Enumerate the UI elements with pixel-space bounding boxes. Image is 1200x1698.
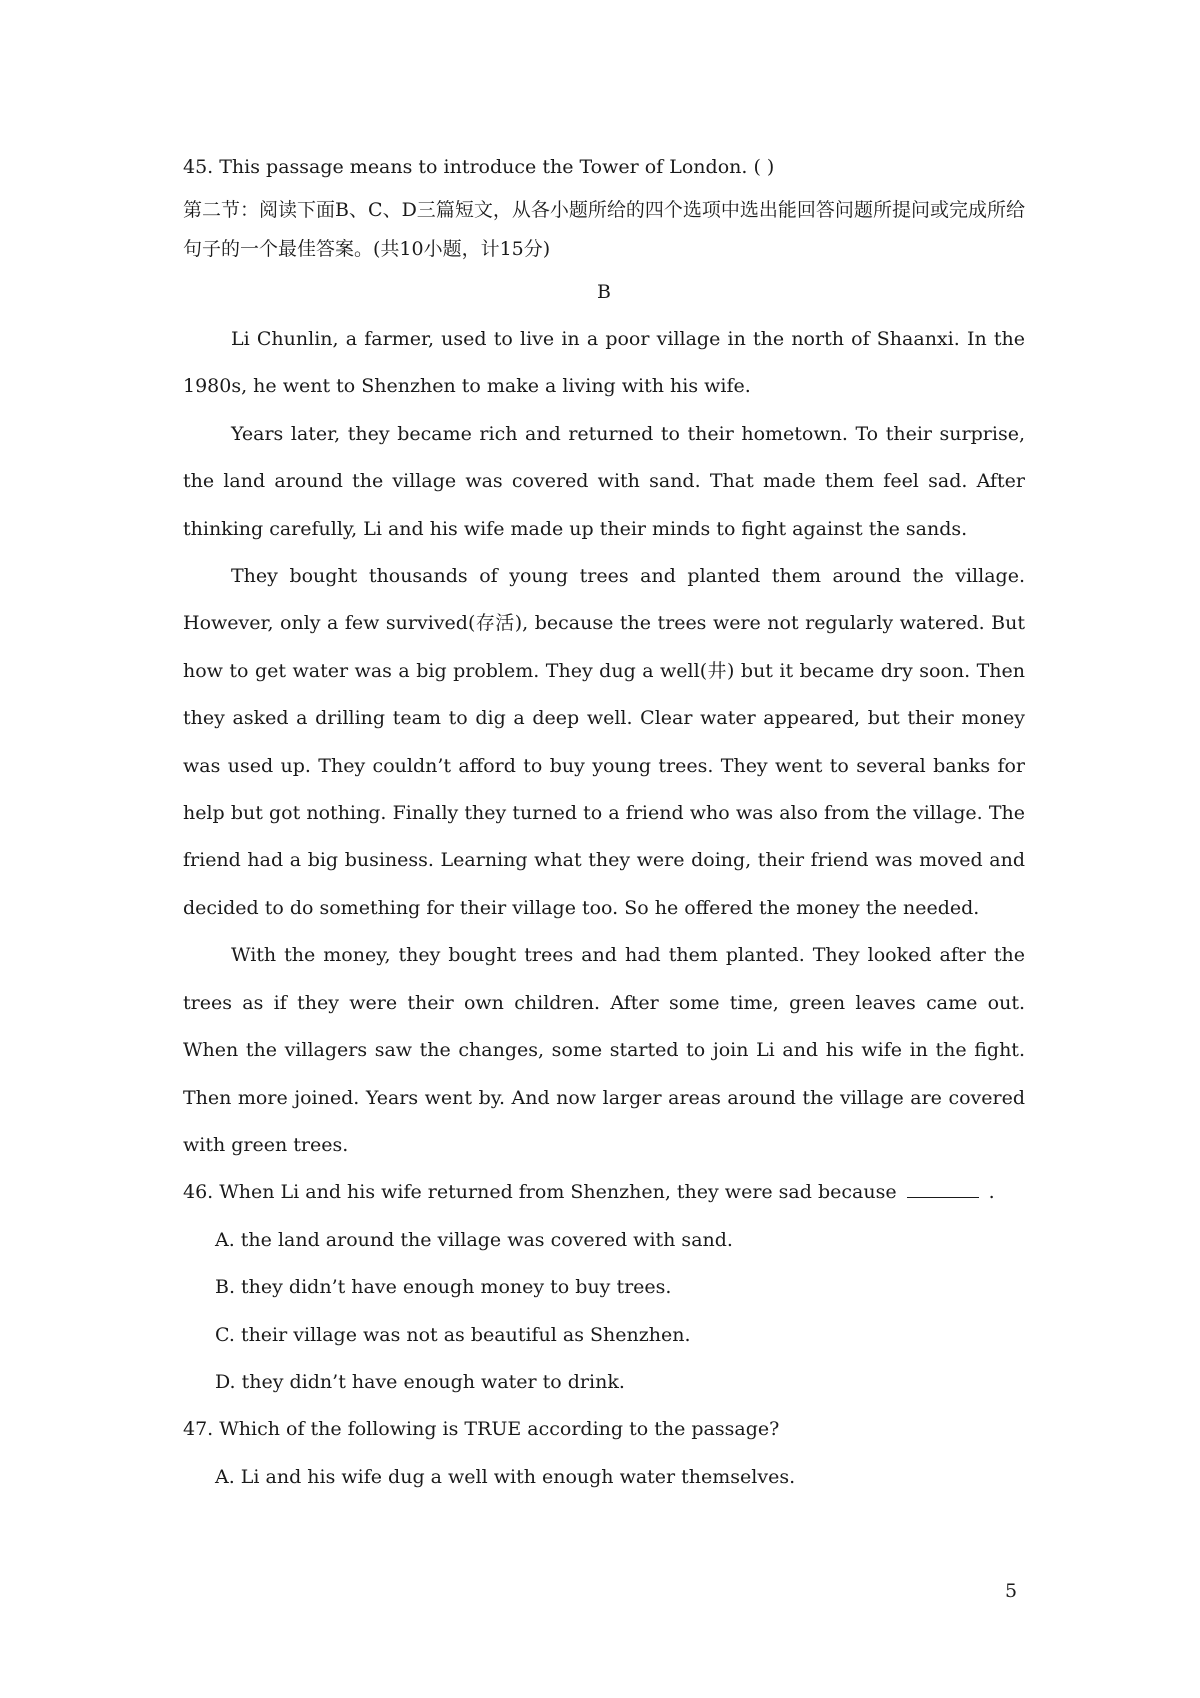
question-46-stem: 46. When Li and his wife returned from Shenzhen, they were sad because	[183, 1181, 897, 1204]
question-46-option-a: A. the land around the village was covered with sand.	[215, 1228, 733, 1251]
page-number: 5	[1005, 1580, 1018, 1602]
question-46-option-b: B. they didn’t have enough money to buy trees.	[215, 1276, 672, 1299]
passage-heading: B	[597, 281, 611, 303]
passage-paragraph-2: Years later, they became rich and returned to their hometown. To their surprise, the land around the village was covered with sand. That made them feel sad. After thinking carefully, Li and his wife made up their minds to fight against the sands.	[183, 422, 1025, 540]
question-46-option-c: C. their village was not as beautiful as Shenzhen.	[215, 1323, 691, 1346]
question-46-end: .	[988, 1181, 995, 1204]
question-46	[183, 1169, 1025, 1216]
question-47-option-a: A. Li and his wife dug a well with enough water themselves.	[215, 1465, 796, 1488]
passage-body	[183, 316, 1025, 1169]
question-45: 45. This passage means to introduce the Tower of London. ( )	[183, 156, 775, 178]
question-47: 47. Which of the following is TRUE according to the passage?	[183, 1418, 780, 1441]
passage-paragraph-3: They bought thousands of young trees and planted them around the village. However, only a few survived(存活), because the trees were not regularly watered. But how to get water was a big problem. They dug a well(井) but it became dry soon. Then they asked a drilling team to dig a deep well. Clear water appeared, but their money was used up. They couldn’t afford to buy young trees. They went to several banks for help but got nothing. Finally they turned to a friend who was also from the village. The friend had a big business. Learning what they were doing, their friend was moved and decided to do something for their village too. So he offered the money the needed.	[183, 565, 1025, 919]
page-content	[183, 152, 1025, 1501]
passage-paragraph-4: With the money, they bought trees and had them planted. They looked after the trees as if they were their own children. After some time, green leaves came out. When the villagers saw the changes, some started to join Li and his wife in the fight. Then more joined. Years went by. And now larger areas around the village are covered with green trees.	[183, 944, 1025, 1156]
answer-blank	[907, 1179, 979, 1198]
passage-paragraph-1: Li Chunlin, a farmer, used to live in a poor village in the north of Shaanxi. In the 1980s, he went to Shenzhen to make a living with his wife.	[183, 328, 1025, 398]
section-instruction: 第二节：阅读下面B、C、D三篇短文，从各小题所给的四个选项中选出能回答问题所提问或完成所给句子的一个最佳答案。(共10小题，计15分)	[183, 199, 1025, 260]
question-46-option-d: D. they didn’t have enough water to drink.	[215, 1370, 625, 1393]
